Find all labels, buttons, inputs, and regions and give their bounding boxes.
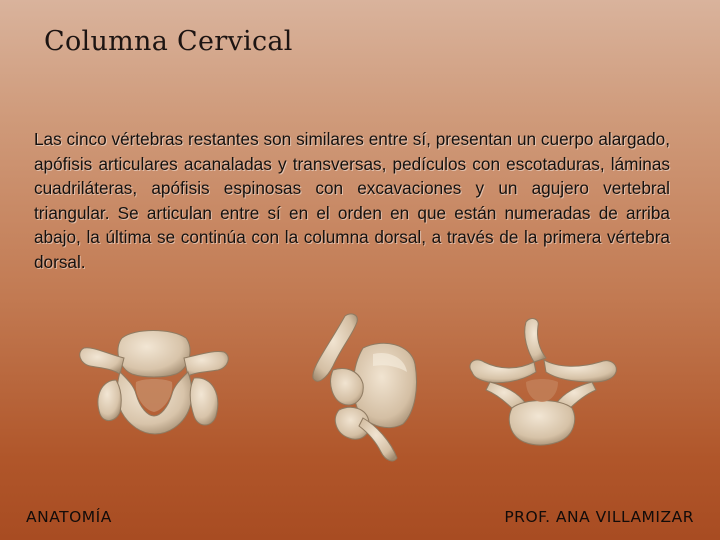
footer-course-label: ANATOMÍA: [26, 508, 112, 526]
footer-author-label: PROF. ANA VILLAMIZAR: [504, 508, 694, 526]
vertebra-lateral-view-image: [293, 308, 433, 468]
slide-title: Columna Cervical: [44, 26, 293, 57]
vertebra-posterior-view-image: [460, 312, 630, 450]
body-paragraph: Las cinco vértebras restantes son similares entre sí, presentan un cuerpo alargado, apófisis articulares acanaladas y transversas, pedículos con escotaduras, láminas cuadriláteras, apófisis espinosas con excavaciones y un agujero vertebral triangular. Se articulan entre sí en el orden en que están numeradas de arriba abajo, la última se continúa con la columna dorsal, a través de la primera vértebra dorsal.: [34, 129, 670, 272]
vertebra-superior-view-image: [64, 324, 244, 444]
